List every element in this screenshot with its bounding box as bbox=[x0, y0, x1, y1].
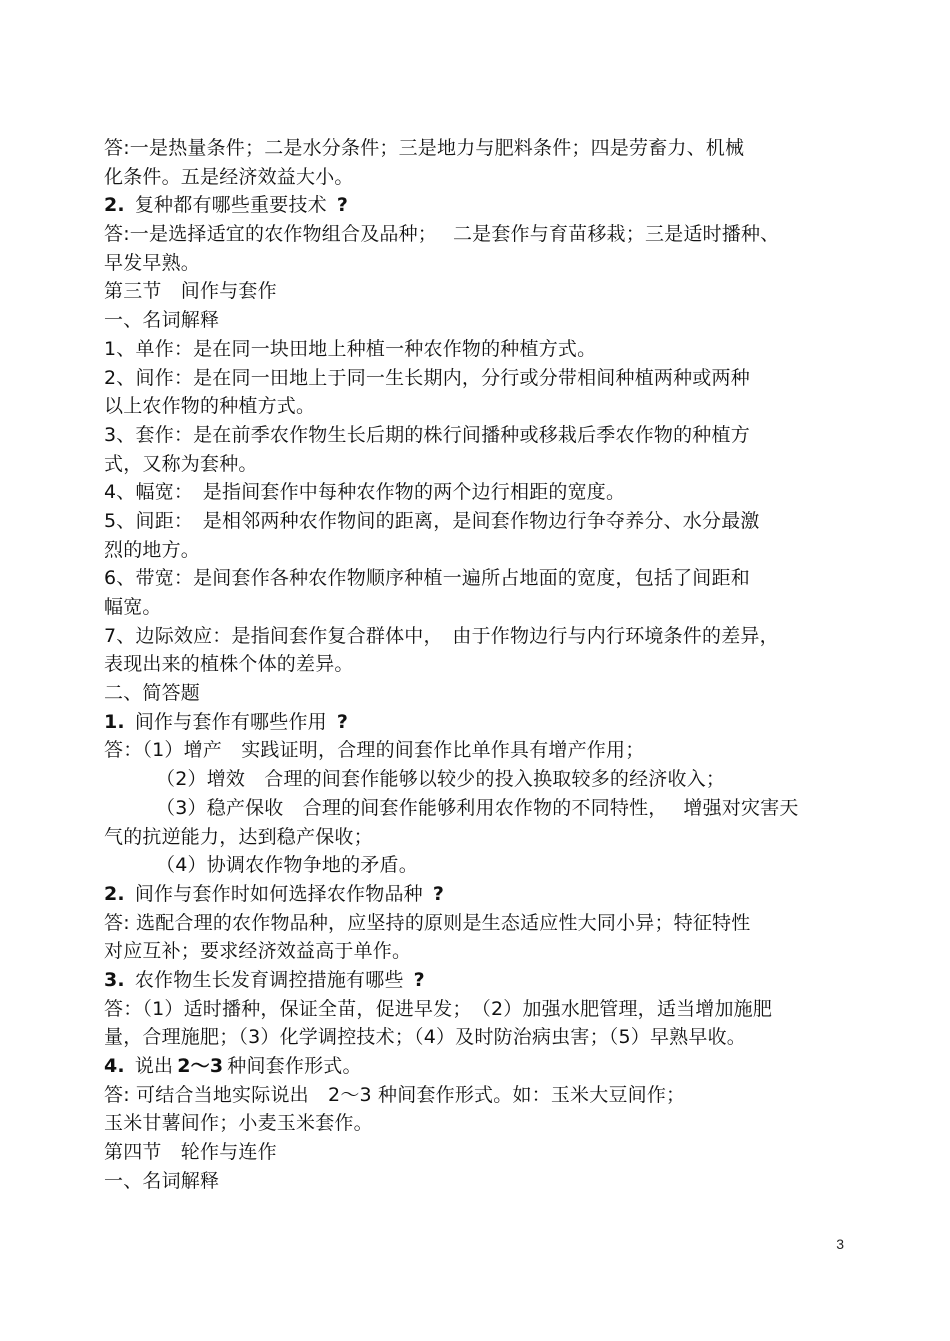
text-line bbox=[104, 536, 844, 565]
question-text: 间作与套作有哪些作用 bbox=[134, 710, 327, 733]
text-line bbox=[104, 450, 844, 479]
line-text: 以上农作物的种植方式。 bbox=[104, 395, 316, 418]
text-line bbox=[104, 364, 844, 393]
line-text: 4、幅宽： 是指间套作中每种农作物的两个边行相距的宽度。 bbox=[104, 481, 626, 504]
line-text: 表现出来的植株个体的差异。 bbox=[104, 653, 354, 676]
question-number: 3. bbox=[104, 968, 125, 991]
text-line bbox=[104, 507, 844, 536]
line-text: 玉米甘薯间作；小麦玉米套作。 bbox=[104, 1112, 373, 1135]
question-text: 间作与套作时如何选择农作物品种 bbox=[134, 882, 423, 905]
text-line bbox=[104, 478, 844, 507]
line-text: 答：（1）适时播种，保证全苗，促进早发； （2）加强水肥管理，适当增加施肥 bbox=[104, 997, 773, 1020]
text-line bbox=[104, 249, 844, 278]
line-text: 一、名词解释 bbox=[104, 1169, 220, 1192]
line-text: （3）稳产保收 合理的间套作能够利用农作物的不同特性， 增强对灾害天 bbox=[156, 796, 799, 819]
line-text: 3、套作：是在前季农作物生长后期的株行间播种或移栽后季农作物的种植方 bbox=[104, 423, 750, 446]
line-text: 5、间距： 是相邻两种农作物间的距离，是间套作物边行争夺养分、水分最激 bbox=[104, 509, 760, 532]
text-line bbox=[104, 277, 844, 306]
text-line bbox=[104, 1138, 844, 1167]
question-mark: ? bbox=[336, 194, 349, 217]
text-line bbox=[104, 335, 844, 364]
text-line bbox=[104, 909, 844, 938]
question-number: 2. bbox=[104, 882, 125, 905]
line-text: 烈的地方。 bbox=[104, 538, 201, 561]
question-line bbox=[104, 966, 844, 995]
line-text: 7、边际效应：是指间套作复合群体中， 由于作物边行与内行环境条件的差异， bbox=[104, 624, 779, 647]
line-text: 答:一是热量条件；二是水分条件；三是地力与肥料条件；四是劳畜力、机械 bbox=[104, 137, 745, 159]
line-text: 式，又称为套种。 bbox=[104, 452, 258, 475]
question-mark: ? bbox=[336, 710, 349, 733]
text-line bbox=[104, 679, 844, 708]
line-text: 2、间作：是在同一田地上于同一生长期内，分行或分带相间种植两种或两种 bbox=[104, 366, 750, 389]
text-line bbox=[104, 1023, 844, 1052]
line-text: 一、名词解释 bbox=[104, 309, 220, 332]
line-text: （2）增效 合理的间套作能够以较少的投入换取较多的经济收入； bbox=[156, 768, 726, 791]
line-text: 第三节 间作与套作 bbox=[104, 280, 277, 303]
line-text: （4）协调农作物争地的矛盾。 bbox=[156, 854, 418, 877]
text-line bbox=[104, 1109, 844, 1138]
question-line bbox=[104, 191, 844, 220]
line-text: 第四节 轮作与连作 bbox=[104, 1141, 277, 1164]
question-line bbox=[104, 708, 844, 737]
question-range: 2～3 bbox=[177, 1055, 224, 1077]
question-number: 4. bbox=[104, 1055, 125, 1077]
question-text: 农作物生长发育调控措施有哪些 bbox=[134, 968, 404, 991]
text-line bbox=[104, 134, 844, 163]
text-line bbox=[104, 564, 844, 593]
line-text: 答：（1）增产 实践证明，合理的间套作比单作具有增产作用； bbox=[104, 739, 645, 762]
line-text: 6、带宽：是间套作各种农作物顺序种植一遍所占地面的宽度，包括了间距和 bbox=[104, 567, 750, 590]
line-text: 1、单作：是在同一块田地上种植一种农作物的种植方式。 bbox=[104, 337, 597, 360]
text-line bbox=[104, 163, 844, 192]
line-text: 答: 可结合当地实际说出 2～3 种间套作形式。如：玉米大豆间作； bbox=[104, 1083, 686, 1106]
text-line bbox=[104, 421, 844, 450]
question-number: 2. bbox=[104, 194, 125, 217]
line-text: 对应互补；要求经济效益高于单作。 bbox=[104, 940, 412, 963]
line-text: 幅宽。 bbox=[104, 596, 162, 618]
text-line bbox=[104, 1081, 844, 1110]
line-text: 答:一是选择适宜的农作物组合及品种； 二是套作与育苗移栽；三是适时播种、 bbox=[104, 223, 780, 246]
text-line bbox=[104, 765, 844, 794]
line-text: 早发早熟。 bbox=[104, 251, 201, 274]
page-content bbox=[104, 134, 844, 1195]
line-text: 气的抗逆能力，达到稳产保收； bbox=[104, 825, 373, 848]
text-line bbox=[104, 392, 844, 421]
line-text: 二、简答题 bbox=[104, 682, 201, 705]
text-line bbox=[104, 736, 844, 765]
text-line bbox=[104, 220, 844, 249]
page-number: 3 bbox=[836, 1236, 844, 1252]
text-line bbox=[104, 622, 844, 651]
text-line bbox=[104, 1167, 844, 1196]
question-line bbox=[104, 1052, 844, 1081]
question-text: 复种都有哪些重要技术 bbox=[134, 194, 327, 217]
text-line bbox=[104, 650, 844, 679]
question-text: 说出 bbox=[134, 1055, 174, 1077]
text-line bbox=[104, 995, 844, 1024]
question-text-end: 种间套作形式。 bbox=[227, 1055, 362, 1077]
question-number: 1. bbox=[104, 710, 125, 733]
text-line bbox=[104, 593, 844, 622]
question-line bbox=[104, 880, 844, 909]
question-mark: ? bbox=[413, 968, 425, 991]
text-line bbox=[104, 823, 844, 852]
text-line bbox=[104, 306, 844, 335]
line-text: 化条件。五是经济效益大小。 bbox=[104, 165, 354, 188]
text-line bbox=[104, 851, 844, 880]
line-text: 量，合理施肥；（3）化学调控技术；（4）及时防治病虫害；（5）早熟早收。 bbox=[104, 1026, 746, 1049]
text-line bbox=[104, 937, 844, 966]
line-text: 答: 选配合理的农作物品种，应坚持的原则是生态适应性大同小异；特征特性 bbox=[104, 911, 751, 934]
text-line bbox=[104, 794, 844, 823]
question-mark: ? bbox=[432, 882, 445, 905]
